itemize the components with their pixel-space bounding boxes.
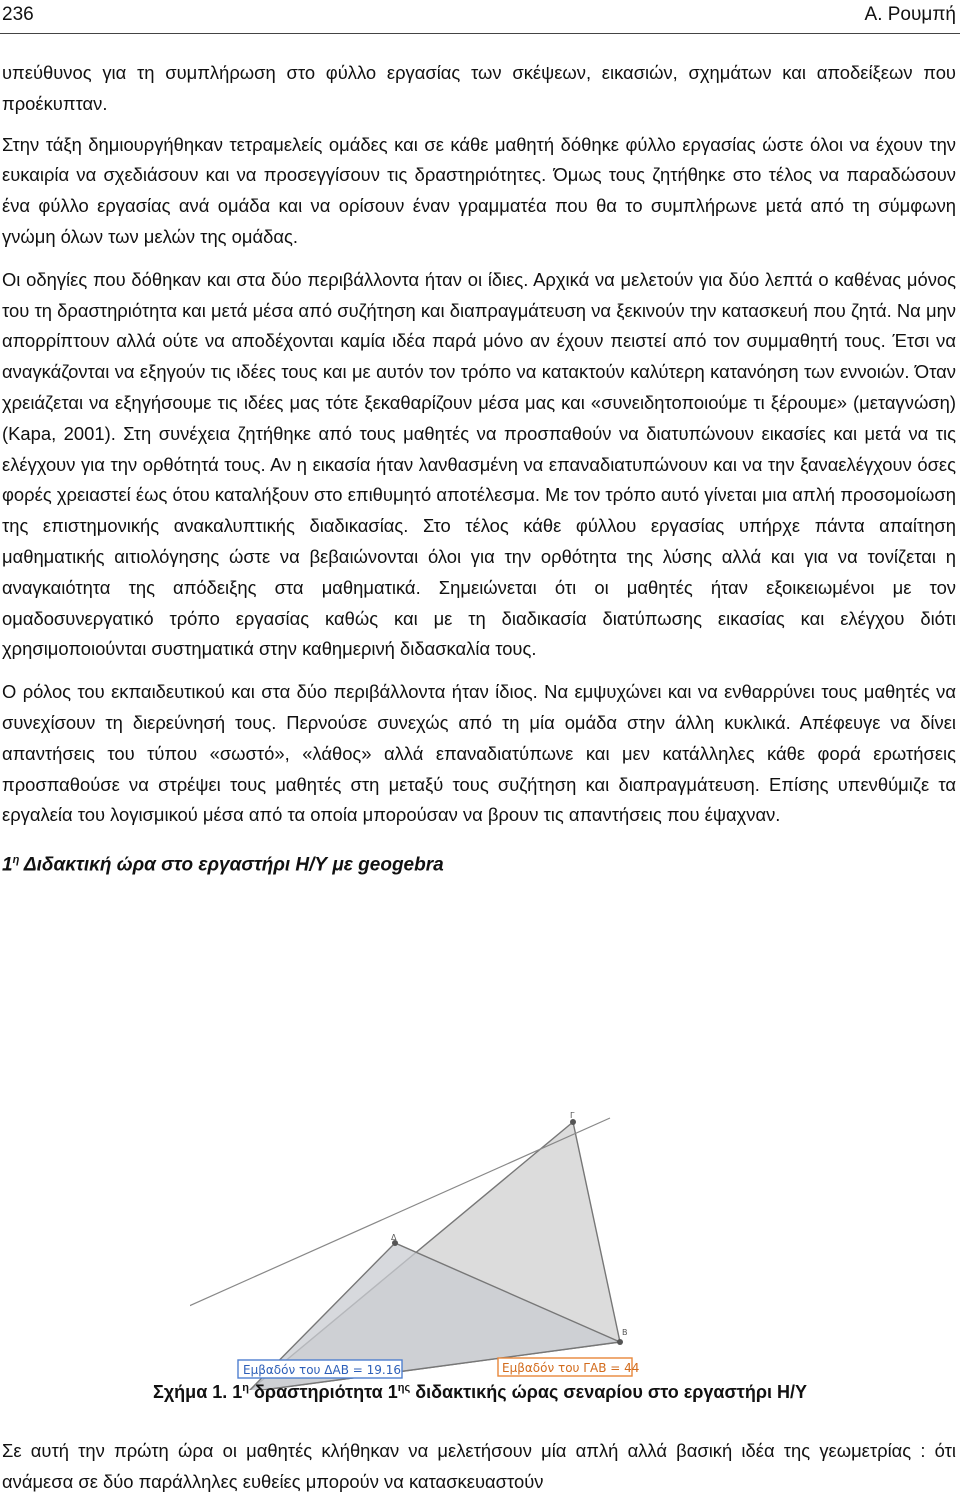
page-header bbox=[2, 4, 956, 32]
caption-sup2: ης bbox=[397, 1382, 411, 1394]
triangle-diagram bbox=[190, 1110, 750, 1390]
caption-sup1: η bbox=[242, 1382, 250, 1394]
point-b bbox=[617, 1339, 623, 1345]
area-gab-label: Εμβαδόν του ΓΑΒ = 44 bbox=[502, 1361, 640, 1375]
running-author: Α. Ρουμπή bbox=[864, 4, 956, 25]
label-d: Δ bbox=[391, 1233, 397, 1242]
paragraph-1: υπεύθυνος για τη συμπλήρωση στο φύλλο εργασίας των σκέψεων, εικασιών, σχημάτων και αποδείξεων που προέκυπταν. bbox=[2, 62, 956, 114]
body-text bbox=[2, 58, 956, 881]
heading-number: 1 bbox=[2, 854, 13, 876]
caption-prefix: Σχήμα 1. 1 bbox=[153, 1382, 243, 1402]
caption-mid: δραστηριότητα 1 bbox=[249, 1382, 398, 1402]
geogebra-figure bbox=[190, 1110, 750, 1390]
caption-suffix: διδακτικής ώρας σεναρίου στο εργαστήρι Η/Υ bbox=[410, 1382, 807, 1402]
paragraph-2: Στην τάξη δημιουργήθηκαν τετραμελείς ομάδες και σε κάθε μαθητή δόθηκε φύλλο εργασίας ώστε όλοι να έχουν την ευκαιρία να σχεδιάσουν και να προσεγγίσουν τις δραστηριότητες. Όμως τους ζητήθηκε στο τέλος να παραδώσουν ένα φύλλο εργασίας ανά ομάδα και να ορίσουν έναν γραμματέα που θα το συμπλήρωνε μετά από τη σύμφωνη γνώμη όλων των μελών της ομάδας. bbox=[2, 133, 956, 247]
figure-caption bbox=[0, 1382, 960, 1403]
header-rule bbox=[0, 33, 960, 34]
label-b: Β bbox=[622, 1328, 628, 1337]
area-dab-label: Εμβαδόν του ΔΑΒ = 19.16 bbox=[243, 1363, 401, 1377]
heading-text: Διδακτική ώρα στο εργαστήρι Η/Υ με geogebra bbox=[19, 854, 444, 876]
label-g: Γ bbox=[570, 1111, 575, 1120]
paragraph-3: Οι οδηγίες που δόθηκαν και στα δύο περιβάλλοντα ήταν οι ίδιες. Αρχικά να μελετούν για δύο λεπτά ο καθένας μόνος του τη δραστηριότητα και μετά μέσα από συζήτηση και διαπραγμάτευση να ξεκινούν την κατασκευή που ζητά. Να μην απορρίπτουν αλλά ούτε να αποδέχονται καμία ιδέα παρά μόνο αν έχουν πειστεί από τον συμμαθητή τους. Έτσι να αναγκάζονται να εξηγούν τις ιδέες τους και με αυτόν τον τρόπο να κατακτούν καλύτερη κατανόηση των εννοιών. Όταν χρειάζεται να εξηγήσουμε τις ιδέες μας τότε ξεκαθαρίζουν μέσα μας και «συνειδητοποιούμε τι ξέρουμε» (μεταγνώση) (Kapa, 2001). Στη συνέχεια ζητήθηκε από τους μαθητές να προσπαθούν να διατυπώνουν εικασίες και μετά να τις ελέγχουν για την ορθότητά τους. Αν η εικασία ήταν λανθασμένη να επαναδιατυπώνουν και να την ξαναελέγχουν όσες φορές χρειαστεί έως ότου καταλήξουν στο επιθυμητό αποτέλεσμα. Με τον τρόπο αυτό γίνεται μια απλή προσομοίωση της επιστημονικής ανακαλυπτικής διαδικασίας. Στο τέλος κάθε φύλλου εργασίας υπήρχε πάντα απαίτηση μαθηματικής αιτιολόγησης ώστε να βεβαιώνονται όλοι για την ορθότητα της λύσης αλλά και για να τονίζεται η αναγκαιότητα της απόδειξης στα μαθηματικά. Σημειώνεται ότι οι μαθητές ήταν εξοικειωμένοι με τον ομαδοσυνεργατικό τρόπο εργασίας καθώς και με τη διαδικασία διατύπωσης εικασίας και ελέγχου διότι χρησιμοποιούνται συστηματικά στην καθημερινή διδασκαλία τους. bbox=[2, 268, 956, 660]
paragraph-5: Σε αυτή την πρώτη ώρα οι μαθητές κλήθηκαν να μελετήσουν μία απλή αλλά βασική ιδέα της γεωμετρίας : ότι ανάμεσα σε δύο παράλληλες ευθείες μπορούν να κατασκευαστούν bbox=[2, 1440, 956, 1492]
heading-sup: η bbox=[12, 854, 20, 867]
page-number: 236 bbox=[2, 4, 34, 25]
paragraph-4: Ο ρόλος του εκπαιδευτικού και στα δύο περιβάλλοντα ήταν ίδιος. Να εμψυχώνει και να ενθαρρύνει τους μαθητές να συνεχίσουν τη διερεύνησή τους. Περνούσε συνεχώς από τη μία ομάδα στην άλλη κυκλικά. Απέφευγε να δίνει απαντήσεις του τύπου «σωστό», «λάθος» αλλά επαναδιατύπωνε και μεν κατάλληλες κάθε φορά ερωτήσεις προσπαθούσε να στρέψει τους μαθητές στη μεταξύ τους συζήτηση και διαπραγμάτευση. Επίσης υπενθύμιζε τα εργαλεία του λογισμικού μέσα από τα οποία μπορούσαν να βρουν τις απαντήσεις που έψαχναν. bbox=[2, 681, 956, 826]
section-heading bbox=[2, 845, 956, 881]
